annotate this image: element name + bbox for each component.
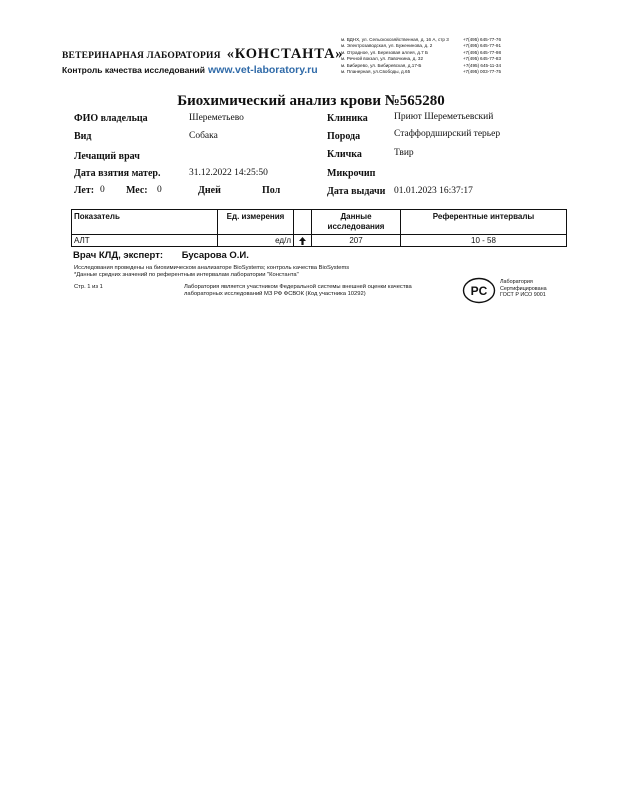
address-row: м. Бибирево, ул. Бибиревская, д.17-Б +7(495) 645-11-34 bbox=[341, 62, 501, 68]
years-value: 0 bbox=[100, 185, 105, 195]
issue-date-label: Дата выдачи bbox=[327, 186, 386, 197]
result-cell: 207 bbox=[312, 235, 401, 247]
days-label: Дней bbox=[198, 185, 221, 196]
reference-cell: 10 - 58 bbox=[401, 235, 567, 247]
doctor-signature bbox=[73, 250, 249, 261]
sample-date-label: Дата взятия матер. bbox=[74, 168, 161, 179]
note-reference: *Данные средних значений по референтным интервалам лаборатории "Константа" bbox=[74, 272, 299, 278]
flag-cell bbox=[294, 235, 312, 247]
microchip-label: Микрочип bbox=[327, 168, 376, 179]
vet-label: Лечащий врач bbox=[74, 151, 140, 162]
owner-value: Шереметьево bbox=[189, 113, 244, 123]
address-row: м. Отрадное, ул. Березовая аллея, д.7 Б +7(495) 645-77-98 bbox=[341, 49, 501, 55]
lab-subtitle: Контроль качества исследований bbox=[62, 65, 205, 75]
participation-line: Лаборатория является участником Федеральной системы внешней оценки качества bbox=[184, 284, 412, 290]
lab-name-text: ВЕТЕРИНАРНАЯ ЛАБОРАТОРИЯ bbox=[62, 51, 221, 61]
col-indicator-header: Показатель bbox=[72, 210, 218, 235]
issue-date-value: 01.01.2023 16:37:17 bbox=[394, 186, 473, 196]
months-value: 0 bbox=[157, 185, 162, 195]
page-number: Стр. 1 из 1 bbox=[74, 284, 103, 290]
address-row: м. Планерная, ул.Свободы, д.65 +7(495) 003-77-75 bbox=[341, 69, 501, 75]
svg-text:PC: PC bbox=[470, 284, 488, 298]
address-row: м. ВДНХ, ул. Сельскохозяйственная, д. 16 А, стр 3 +7(495) 645-77-76 bbox=[341, 37, 501, 42]
breed-value: Стаффордширский терьер bbox=[394, 129, 501, 139]
table-header-row bbox=[72, 210, 567, 235]
species-label: Вид bbox=[74, 131, 92, 142]
cert-line: Сертифицирована bbox=[500, 285, 547, 292]
indicator-cell: АЛТ bbox=[72, 235, 218, 247]
lab-url-link[interactable]: www.vet-laboratory.ru bbox=[208, 64, 318, 76]
participation-line: лабораторных исследований МЗ РФ ФСВОК (Код участника 10292) bbox=[184, 291, 366, 297]
cert-line: Лаборатория bbox=[500, 279, 533, 285]
months-label: Мес: bbox=[126, 185, 148, 196]
participation-note bbox=[184, 284, 412, 298]
address-row: м. Электрозаводская, ул. Буженинова, д. 2 +7(495) 645-77-91 bbox=[341, 43, 501, 49]
clinic-label: Клиника bbox=[327, 113, 368, 124]
breed-label: Порода bbox=[327, 131, 361, 142]
certification-logo-icon bbox=[462, 277, 496, 304]
sample-date-value: 31.12.2022 14:25:50 bbox=[189, 168, 268, 178]
document-title: Биохимический анализ крови №565280 bbox=[177, 93, 445, 109]
owner-label: ФИО владельца bbox=[74, 113, 148, 124]
lab-brand: «КОНСТАНТА» bbox=[226, 46, 344, 62]
col-flag-header bbox=[294, 210, 312, 235]
doctor-label: Врач КЛД, эксперт: bbox=[73, 250, 164, 261]
cert-line: ГОСТ Р ИСО 9001 bbox=[500, 292, 546, 299]
sex-label: Пол bbox=[262, 185, 281, 196]
doctor-name: Бусарова О.И. bbox=[181, 250, 249, 261]
nickname-value: Твир bbox=[394, 148, 414, 158]
arrow-up-icon bbox=[299, 237, 306, 245]
nickname-label: Кличка bbox=[327, 149, 362, 160]
notes bbox=[74, 265, 349, 279]
address-list bbox=[341, 37, 501, 75]
note-analyzer: Исследования проведены на биохимическом анализаторе BioSystems; контроль качества BioSystems bbox=[74, 265, 350, 271]
clinic-value: Приют Шереметьевский bbox=[394, 112, 494, 122]
col-reference-header: Референтные интервалы bbox=[401, 210, 567, 235]
col-result-header: Данные исследования bbox=[312, 210, 401, 235]
species-value: Собака bbox=[189, 131, 218, 141]
years-label: Лет: bbox=[74, 185, 95, 196]
unit-cell: ед/л bbox=[218, 235, 294, 247]
table-row bbox=[72, 235, 567, 247]
certification-text bbox=[500, 279, 547, 299]
lab-name bbox=[62, 46, 343, 63]
results-table bbox=[71, 209, 567, 247]
col-unit-header: Ед. измерения bbox=[218, 210, 294, 235]
address-row: м. Речной вокзал, ул. Лавочкина, д. 32 +7(495) 645-77-83 bbox=[341, 56, 501, 62]
